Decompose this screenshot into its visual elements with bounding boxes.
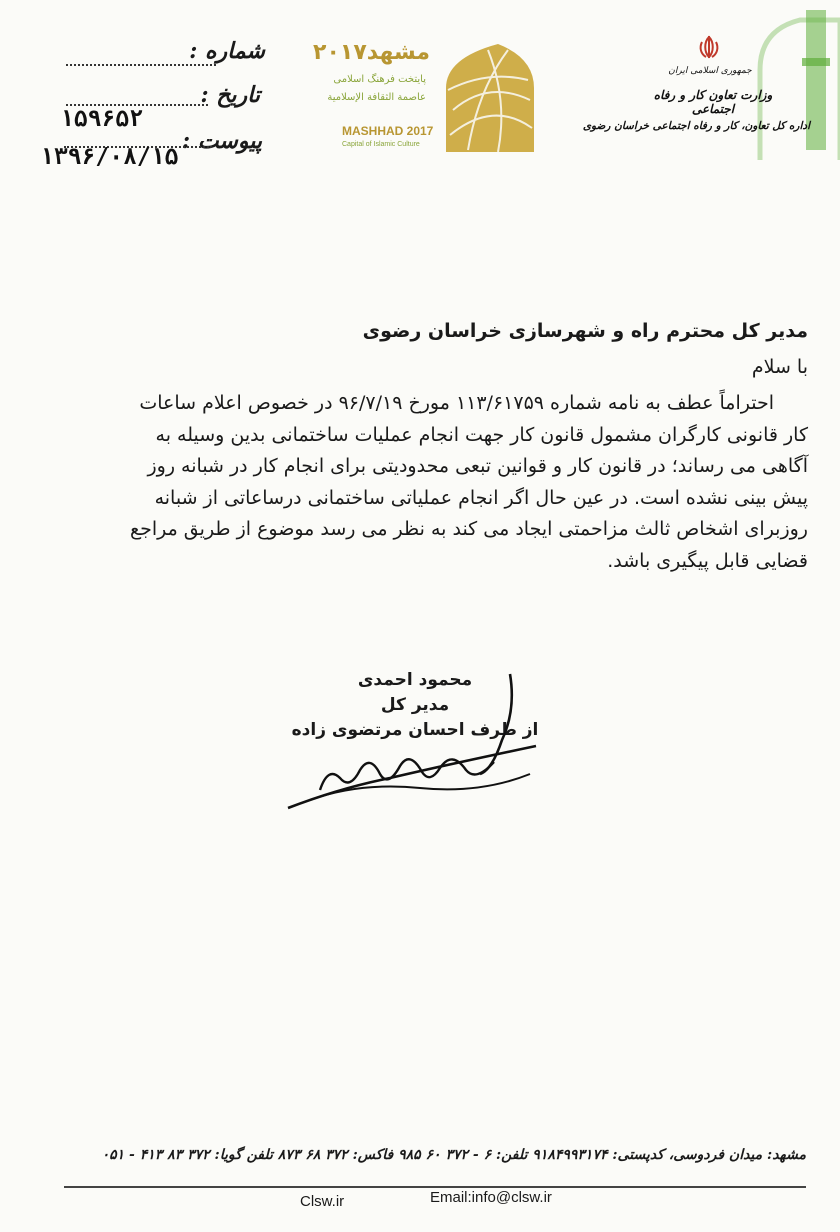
event-subtitle-ar: عاصمة الثقافة الإسلامية (327, 92, 426, 103)
addressee: مدیر کل محترم راه و شهرسازی خراسان رضوی (362, 320, 808, 342)
event-subtitle-en: Capital of Islamic Culture (342, 141, 420, 148)
ministry-line-1: جمهوری اسلامی ایران (668, 66, 752, 76)
footer-email-link[interactable]: Email:info@clsw.ir (430, 1189, 552, 1206)
ministry-line-2: وزارت تعاون کار و رفاه اجتماعی (653, 88, 773, 116)
footer-website-link[interactable]: Clsw.ir (300, 1193, 345, 1210)
attachment-label: پیوست : (182, 128, 262, 154)
footer-divider (64, 1186, 806, 1188)
body-paragraph (40, 388, 808, 577)
paragraph-line: قضایی قابل پیگیری باشد. (607, 549, 808, 572)
letter-date-value: ۱۳۹۶/۰۸/۱۵ (40, 144, 179, 170)
mashhad-2017-logo (313, 40, 538, 160)
ministry-logo (582, 10, 840, 160)
greeting: با سلام (751, 356, 808, 378)
paragraph-line: آگاهی می رساند؛ در قانون کار و قوانین تبعی محدودیتی برای انجام کار در شبانه روز (147, 455, 808, 477)
event-subtitle-fa: پایتخت فرهنگ اسلامی (333, 74, 426, 85)
paragraph-line: کار قانونی کارگران مشمول قانون کار جهت انجام عملیات ساختمانی بدین وسیله به (155, 423, 808, 446)
event-title-en: MASHHAD 2017 (342, 124, 434, 138)
signer-on-behalf: از طرف احسان مرتضوی زاده (291, 720, 539, 740)
event-title-fa: مشهد۲۰۱۷ (313, 40, 430, 65)
paragraph-line: احتراماً عطف به نامه شماره ۱۱۳/۶۱۷۵۹ مورخ ۹۶/۷/۱۹ در خصوص اعلام ساعات (139, 392, 774, 414)
paragraph-line: روزبرای اشخاص ثالث مزاحمتی ایجاد می کند به نظر می رسد موضوع از طریق مراجع (129, 518, 808, 540)
signer-name: محمود احمدی (357, 670, 473, 690)
shrine-arch-icon (582, 10, 840, 160)
date-label: تاریخ : (200, 82, 260, 108)
letter-number-value: ۱۵۹۶۵۲ (60, 106, 144, 132)
iran-emblem-icon (696, 34, 722, 60)
signer-title: مدیر کل (380, 695, 450, 715)
ministry-line-3: اداره کل تعاون، کار و رفاه اجتماعی خراسان رضوی (582, 120, 810, 132)
number-dotted-line (66, 64, 216, 66)
number-label: شماره : (189, 38, 265, 64)
handwritten-signature (280, 670, 560, 820)
paragraph-line: پیش بینی نشده است. در عین حال اگر انجام عملیاتی ساختمانی درساعاتی از شبانه (154, 486, 808, 509)
footer-address: مشهد: میدان فردوسی، کدپستی: ۹۱۸۴۹۹۳۱۷۴ تلفن: ۶ - ۳۷۲ ۶۰ ۹۸۵ فاکس: ۳۷۲ ۶۸ ۸۷۳ تلفن گویا: ۳۷۲ ۸۳ ۴۱۳ - ۰۵۱ (101, 1147, 806, 1163)
